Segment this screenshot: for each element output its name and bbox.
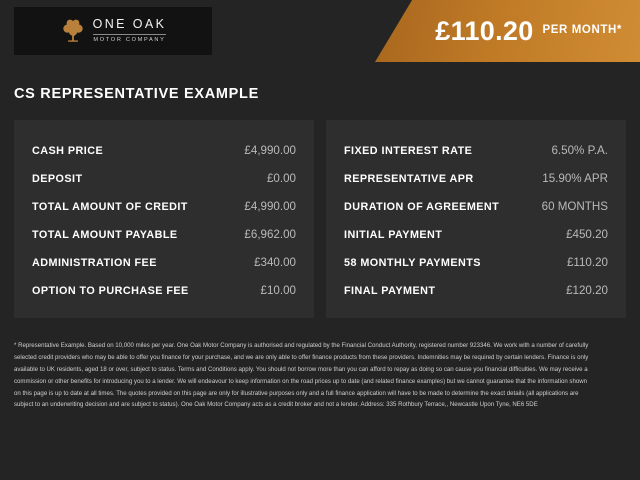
- row-value: £450.20: [566, 227, 608, 241]
- representative-example-disclaimer: * Representative Example. Based on 10,000 miles per year. One Oak Motor Company is authorised and regulated by the Financial Conduct Authority, registered number 923346. We work with a number of carefully selected credit providers who may be able to offer you finance for your purchase, and we are only able to offer finance products from these providers. Indemnities may be required by certain lenders. Finance is only available to UK residents, aged 18 or over, subject to status. Terms and Conditions apply. You should not borrow more than you can afford to repay as doing so can cause you financial difficulties. We may receive a commission or other benefits for introducing you to a lender. We will endeavour to keep information on the road prices up to date (and related finance examples) but we cannot guarantee that the information shown on this page is up to date at all times. The quotes provided on this page are only for illustrative purposes only and a full finance application will have to be made to determine the exact details (all applications are subject to an underwriting decision and are subject to status). One Oak Motor Company acts as a credit broker and not a lender. Address: 335 Rothbury Terrace,, Newcastle Upon Tyne, NE6 5DE: [14, 342, 589, 409]
- row-value: £120.20: [566, 283, 608, 297]
- row-value: £110.20: [566, 255, 608, 269]
- logo-divider: [93, 34, 167, 35]
- monthly-price-banner: [375, 0, 640, 62]
- oak-tree-icon: [60, 17, 86, 45]
- table-row: [32, 136, 296, 164]
- row-label: OPTION TO PURCHASE FEE: [32, 284, 189, 297]
- row-label: DURATION OF AGREEMENT: [344, 200, 500, 213]
- table-row: [344, 192, 608, 220]
- table-row: [32, 248, 296, 276]
- table-row: [344, 248, 608, 276]
- table-row: [32, 164, 296, 192]
- table-row: [344, 136, 608, 164]
- row-value: £10.00: [260, 283, 296, 297]
- row-label: REPRESENTATIVE APR: [344, 172, 474, 185]
- row-value: £4,990.00: [244, 199, 296, 213]
- row-label: FIXED INTEREST RATE: [344, 144, 473, 157]
- price-period-label: PER MONTH*: [542, 24, 622, 36]
- table-row: [32, 220, 296, 248]
- row-label: TOTAL AMOUNT OF CREDIT: [32, 200, 188, 213]
- page-header: [0, 0, 640, 62]
- finance-details-panels: [14, 120, 626, 318]
- table-row: [32, 276, 296, 304]
- row-value: 6.50% P.A.: [551, 143, 608, 157]
- logo-wordmark: [93, 18, 167, 43]
- table-row: [32, 192, 296, 220]
- row-label: DEPOSIT: [32, 172, 83, 185]
- logo-title: ONE OAK: [92, 17, 167, 32]
- table-row: [344, 164, 608, 192]
- row-label: FINAL PAYMENT: [344, 284, 436, 297]
- brand-logo[interactable]: [14, 7, 212, 55]
- row-label: ADMINISTRATION FEE: [32, 256, 157, 269]
- row-value: £340.00: [254, 255, 296, 269]
- table-row: [344, 220, 608, 248]
- row-value: 60 MONTHS: [541, 199, 608, 213]
- logo-subtitle: MOTOR COMPANY: [93, 36, 166, 43]
- row-label: 58 MONTHLY PAYMENTS: [344, 256, 481, 269]
- price-banner-content: [435, 0, 622, 62]
- row-label: TOTAL AMOUNT PAYABLE: [32, 228, 178, 241]
- row-label: INITIAL PAYMENT: [344, 228, 443, 241]
- right-details-panel: [326, 120, 626, 318]
- row-value: £0.00: [266, 171, 296, 185]
- row-label: CASH PRICE: [32, 144, 104, 157]
- page-title: CS REPRESENTATIVE EXAMPLE: [14, 86, 259, 102]
- table-row: [344, 276, 608, 304]
- price-amount: £110.20: [435, 15, 534, 46]
- left-details-panel: [14, 120, 314, 318]
- row-value: £4,990.00: [244, 143, 296, 157]
- row-value: £6,962.00: [244, 227, 296, 241]
- row-value: 15.90% APR: [542, 171, 608, 185]
- logo-inner: [60, 17, 167, 45]
